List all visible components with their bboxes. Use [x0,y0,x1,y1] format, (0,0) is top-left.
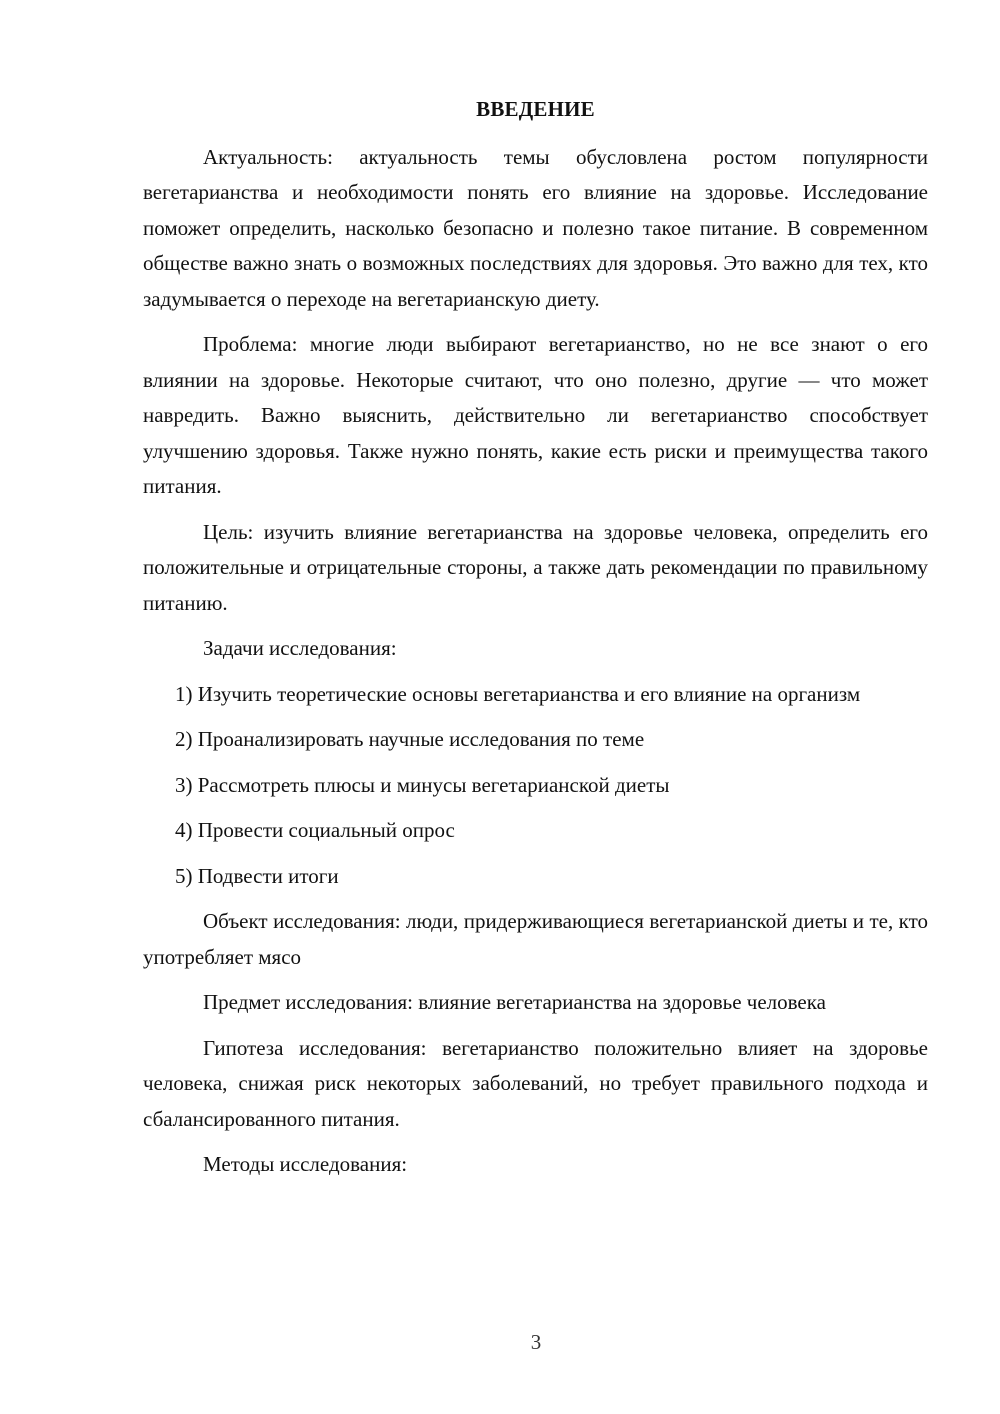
paragraph-goal: Цель: изучить влияние вегетарианства на здоровье человека, определить его положительные и отрицательные стороны, а также дать рекомендации по правильному питанию. [143,519,928,615]
paragraph-methods: Методы исследования: [203,1152,408,1176]
paragraph-hypothesis: Гипотеза исследования: вегетарианство положительно влияет на здоровье человека, снижая риск некоторых заболеваний, но требует правильного подхода и сбалансированного питания. [143,1035,928,1131]
paragraph-problem: Проблема: многие люди выбирают вегетарианство, но не все знают о его влиянии на здоровье. Некоторые считают, что оно полезно, другие — что может навредить. Важно выяснить, действительно ли вегетарианство способствует улучшению здоровья. Также нужно понять, какие есть риски и преимущества такого питания. [143,332,928,498]
document-page [143,92,928,1193]
paragraph-subject: Предмет исследования: влияние вегетарианства на здоровье человека [203,990,826,1014]
paragraph-tasks-heading: Задачи исследования: [203,636,397,660]
list-item: 3) Рассмотреть плюсы и минусы вегетарианской диеты [175,772,670,797]
list-item: 1) Изучить теоретические основы вегетарианства и его влияние на организм [175,681,861,706]
list-item: 2) Проанализировать научные исследования по теме [175,727,645,751]
tasks-list [143,677,928,895]
page-number: 3 [530,1330,542,1354]
paragraph-relevance: Актуальность: актуальность темы обусловлена ростом популярности вегетарианства и необходимости понять его влияние на здоровье. Исследование поможет определить, насколько безопасно и полезно такое питание. В современном обществе важно знать о возможных последствиях для здоровья. Это важно для тех, кто задумывается о переходе на вегетарианскую диету. [143,144,928,311]
list-item: 5) Подвести итоги [175,863,339,888]
page-title: ВВЕДЕНИЕ [476,97,595,121]
list-item: 4) Провести социальный опрос [175,818,455,842]
paragraph-object: Объект исследования: люди, придерживающиеся вегетарианской диеты и те, кто употребляет мясо [143,909,928,969]
